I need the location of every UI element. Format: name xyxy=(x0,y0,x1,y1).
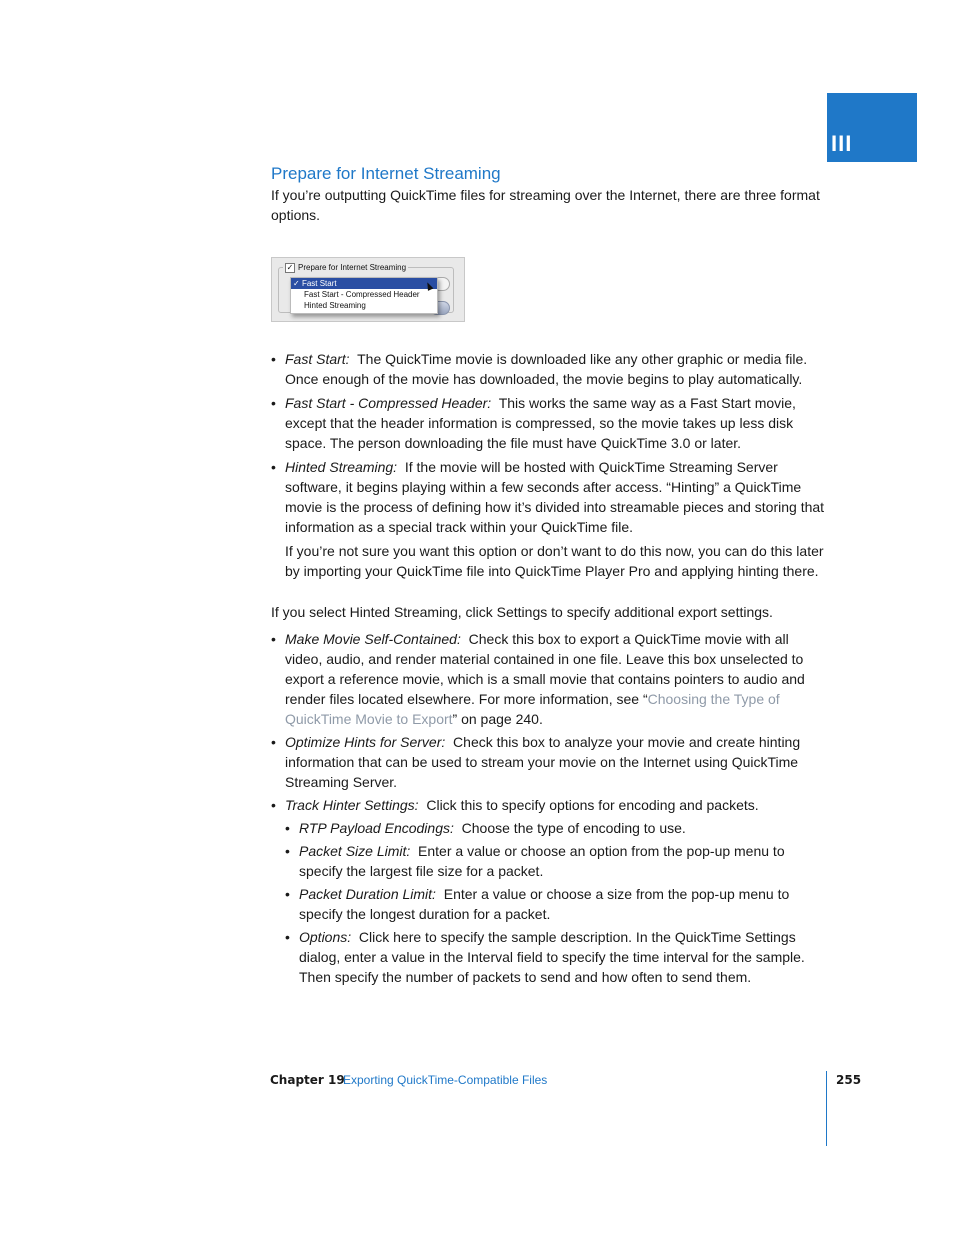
footer-divider xyxy=(826,1071,827,1146)
format-options-list xyxy=(271,349,827,581)
term-label: RTP Payload Encodings: xyxy=(299,820,454,836)
list-item: • Packet Duration Limit: Enter a value or choose a size from the pop-up menu to specify the longest duration for a packet. xyxy=(285,884,827,924)
checkbox-checked-icon: ✓ xyxy=(286,262,294,272)
term-label: Packet Size Limit: xyxy=(299,843,411,859)
term-label: Packet Duration Limit: xyxy=(299,886,436,902)
term-label: Fast Start - Compressed Header: xyxy=(285,395,492,411)
list-item: • Fast Start: The QuickTime movie is downloaded like any other graphic or media file. Once enough of the movie has downloaded, the movie begins to play automatically. xyxy=(271,349,827,389)
part-tab xyxy=(827,93,917,162)
footer-chapter-title: Exporting QuickTime-Compatible Files xyxy=(343,1073,548,1087)
menu-item-hinted-streaming: Hinted Streaming xyxy=(304,301,366,310)
list-item: • Options: Click here to specify the sample description. In the QuickTime Settings dialog, enter a value in the Interval field to specify the time interval for the sample. Then specify the number of packets to send and how often to send them. xyxy=(285,927,827,987)
intro-paragraph: If you’re outputting QuickTime files for streaming over the Internet, there are three format options. xyxy=(271,187,820,223)
track-hinter-sublist xyxy=(285,818,827,987)
hinted-intro-paragraph: If you select Hinted Streaming, click Settings to specify additional export settings. xyxy=(271,604,773,620)
screenshot-popup-menu xyxy=(290,277,438,314)
term-label: Options: xyxy=(299,929,352,945)
list-item: • RTP Payload Encodings: Choose the type of encoding to use. xyxy=(285,818,827,838)
footer-page-number: 255 xyxy=(836,1073,862,1087)
list-item: • Packet Size Limit: Enter a value or choose an option from the pop-up menu to specify the largest file size for a packet. xyxy=(285,841,827,881)
hinting-note: If you’re not sure you want this option or don’t want to do this now, you can do this later by importing your QuickTime file into QuickTime Player Pro and applying hinting there. xyxy=(285,543,824,579)
footer-chapter-label: Chapter 19 xyxy=(270,1073,345,1087)
term-label: Fast Start: xyxy=(285,351,350,367)
choosing-type-link[interactable]: Choosing the Type of QuickTime Movie to Export xyxy=(285,691,780,727)
checkmark-icon: ✓ xyxy=(293,279,302,288)
part-tab-label: III xyxy=(831,131,853,156)
menu-item-fast-start: ✓ Fast Start xyxy=(291,278,437,289)
screenshot-checkbox-label: Prepare for Internet Streaming xyxy=(298,263,407,272)
hinted-settings-list xyxy=(271,629,827,987)
list-item: • Fast Start - Compressed Header: This works the same way as a Fast Start movie, except that the header information is compressed, so the movie takes up less disk space. The person downloading the file must have QuickTime 3.0 or later. xyxy=(271,393,827,453)
screenshot-checkbox xyxy=(283,262,408,273)
term-label: Make Movie Self-Contained: xyxy=(285,631,461,647)
term-label: Track Hinter Settings: xyxy=(285,797,419,813)
term-label: Hinted Streaming: xyxy=(285,459,398,475)
list-item: • Hinted Streaming: If the movie will be hosted with QuickTime Streaming Server software, it begins playing within a few seconds after access. “Hinting” a QuickTime movie is the process of defining how it’s divided into streamable pieces and storing that information as a special track within your QuickTime file. If you’re not sure you want this option or don’t want to do this now, you can do this later by importing your QuickTime file into QuickTime Player Pro and applying hinting there. xyxy=(271,457,827,581)
term-label: Optimize Hints for Server: xyxy=(285,734,446,750)
list-item: • Track Hinter Settings: Click this to specify options for encoding and packets. • RTP Payload Encodings: Choose the type of encoding to use. • Packet Size Limit: Enter a value or choose an option from the pop-up menu to specify the largest file size for a packet. • Packet Duration Limit: Enter a value or choose a size from the pop-up menu to specify the longest duration for a packet. • Options: Click here to specify the sample description. In the QuickTime Settings dialog, enter a value in the Interval field to specify the time interval for the sample. Then specify the number of packets to send and how often to send them. xyxy=(271,795,827,987)
page-content xyxy=(271,163,827,990)
section-heading: Prepare for Internet Streaming xyxy=(271,164,501,183)
list-item: • Make Movie Self-Contained: Check this box to export a QuickTime movie with all video, audio, and render material contained in one file. Leave this box unselected to export a reference movie, which is a small movie that contains pointers to audio and render files located elsewhere. For more information, see “Choosing the Type of QuickTime Movie to Export” on page 240. xyxy=(271,629,827,729)
list-item: • Optimize Hints for Server: Check this box to analyze your movie and create hinting information that can be used to stream your movie on the Internet using QuickTime Streaming Server. xyxy=(271,732,827,792)
menu-item-compressed-header: Fast Start - Compressed Header xyxy=(304,290,420,299)
streaming-options-screenshot xyxy=(271,257,465,322)
